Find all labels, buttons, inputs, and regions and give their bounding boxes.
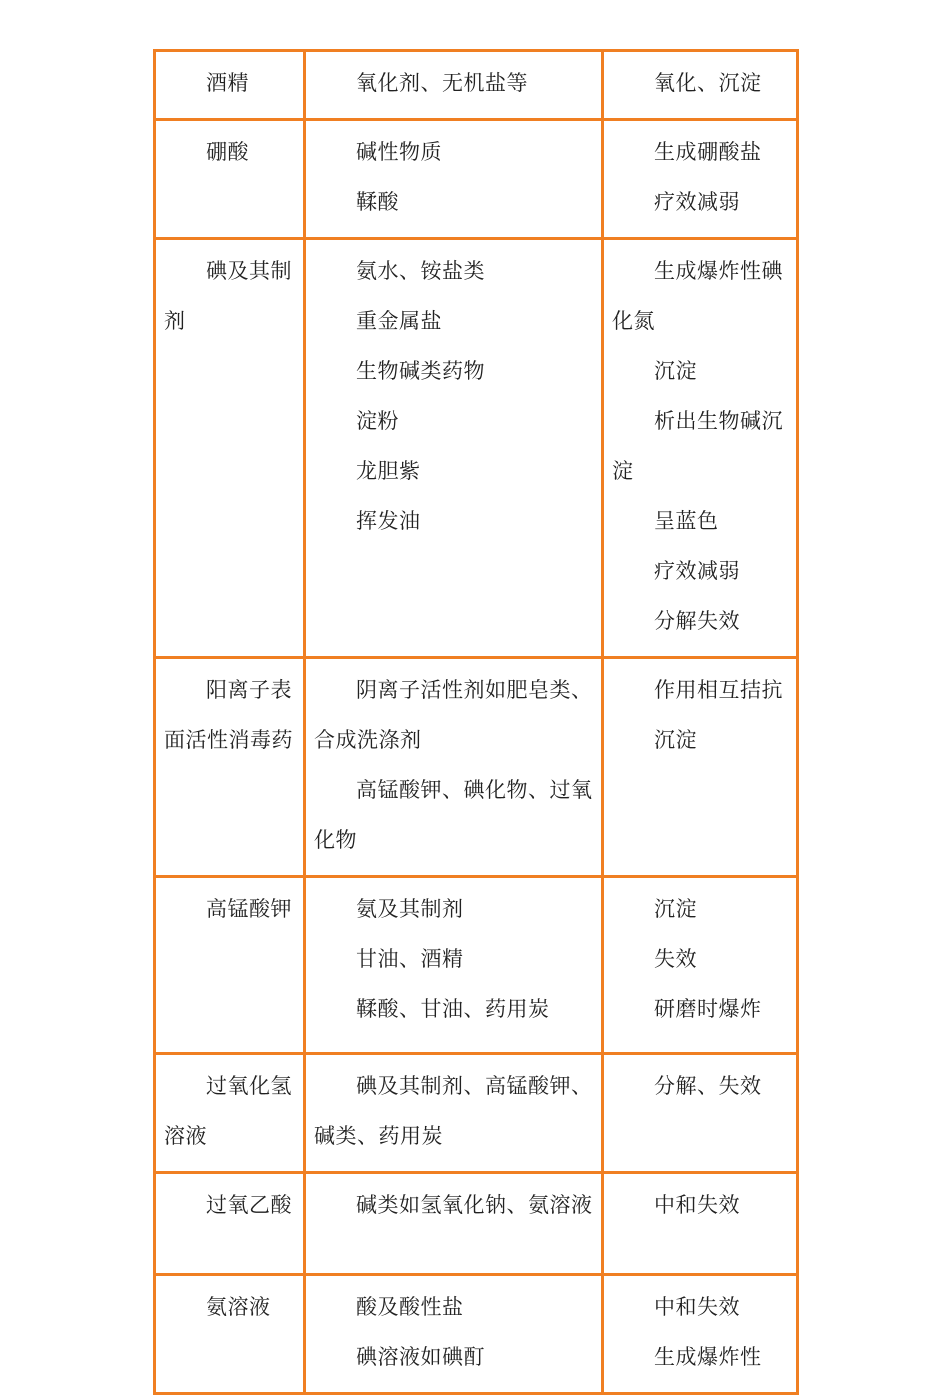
incompatible-text: 鞣酸	[356, 190, 399, 214]
result-text: 生成硼酸盐	[654, 140, 762, 164]
result-text: 中和失效	[654, 1193, 740, 1217]
result-text: 疗效减弱	[654, 559, 740, 583]
table-row	[155, 877, 798, 1054]
drug-cell	[155, 51, 305, 120]
result-text: 失效	[654, 947, 697, 971]
incompatible-text: 龙胆紫	[356, 459, 421, 483]
incompatible-text: 淀粉	[356, 409, 399, 433]
drug-cell	[155, 658, 305, 877]
drug-cell	[155, 1275, 305, 1394]
result-cell	[603, 51, 798, 120]
incompatible-text: 酸及酸性盐	[356, 1295, 464, 1319]
incompatible-text: 氨水、铵盐类	[356, 259, 485, 283]
result-text: 生成爆炸性	[654, 1345, 762, 1369]
result-text: 氧化、沉淀	[654, 71, 762, 95]
incompatible-text: 甘油、酒精	[356, 947, 464, 971]
result-text: 沉淀	[654, 897, 697, 921]
result-cell	[603, 658, 798, 877]
result-cell	[603, 1275, 798, 1394]
result-text: 分解、失效	[654, 1074, 762, 1098]
table-row	[155, 239, 798, 658]
drug-text: 硼酸	[206, 140, 249, 164]
table-row	[155, 51, 798, 120]
incompatible-cell	[305, 120, 603, 239]
drug-text: 氨溶液	[206, 1295, 271, 1319]
incompatible-text: 高锰酸钾、碘化物、过氧化物	[314, 778, 593, 852]
result-text: 生成爆炸性碘化氮	[612, 259, 783, 333]
drug-text: 阳离子表面活性消毒药	[164, 678, 293, 752]
table-row	[155, 1173, 798, 1275]
incompatible-text: 碱性物质	[356, 140, 442, 164]
incompatible-text: 氨及其制剂	[356, 897, 464, 921]
table-row	[155, 1054, 798, 1173]
incompatible-text: 生物碱类药物	[356, 359, 485, 383]
incompatible-cell	[305, 239, 603, 658]
incompatible-cell	[305, 1173, 603, 1275]
drug-cell	[155, 120, 305, 239]
drug-text: 酒精	[206, 71, 249, 95]
incompatible-cell	[305, 877, 603, 1054]
table-row	[155, 120, 798, 239]
table-row	[155, 658, 798, 877]
result-text: 作用相互拮抗	[654, 678, 783, 702]
table-body	[155, 51, 798, 1394]
result-text: 析出生物碱沉淀	[612, 409, 783, 483]
result-text: 研磨时爆炸	[654, 997, 762, 1021]
incompatible-text: 氧化剂、无机盐等	[356, 71, 528, 95]
result-text: 中和失效	[654, 1295, 740, 1319]
result-cell	[603, 1054, 798, 1173]
result-cell	[603, 239, 798, 658]
result-text: 分解失效	[654, 609, 740, 633]
drug-cell	[155, 1054, 305, 1173]
incompatible-text: 鞣酸、甘油、药用炭	[356, 997, 550, 1021]
incompatible-cell	[305, 1275, 603, 1394]
incompatible-text: 阴离子活性剂如肥皂类、合成洗涤剂	[314, 678, 593, 752]
result-cell	[603, 120, 798, 239]
drug-cell	[155, 1173, 305, 1275]
drug-text: 高锰酸钾	[206, 897, 292, 921]
incompatible-cell	[305, 1054, 603, 1173]
result-text: 呈蓝色	[654, 509, 719, 533]
drug-cell	[155, 239, 305, 658]
incompatible-text: 挥发油	[356, 509, 421, 533]
table-row	[155, 1275, 798, 1394]
drug-text: 过氧乙酸	[206, 1193, 292, 1217]
incompatible-cell	[305, 51, 603, 120]
result-text: 沉淀	[654, 359, 697, 383]
incompatible-text: 碘及其制剂、高锰酸钾、碱类、药用炭	[314, 1074, 593, 1148]
incompatibility-table	[153, 49, 799, 1395]
incompatible-text: 碱类如氢氧化钠、氨溶液	[356, 1193, 593, 1217]
incompatible-text: 碘溶液如碘酊	[356, 1345, 485, 1369]
result-text: 沉淀	[654, 728, 697, 752]
incompatible-text: 重金属盐	[356, 309, 442, 333]
drug-cell	[155, 877, 305, 1054]
drug-text: 过氧化氢溶液	[164, 1074, 292, 1148]
result-cell	[603, 1173, 798, 1275]
drug-text: 碘及其制剂	[164, 259, 292, 333]
result-cell	[603, 877, 798, 1054]
incompatible-cell	[305, 658, 603, 877]
result-text: 疗效减弱	[654, 190, 740, 214]
